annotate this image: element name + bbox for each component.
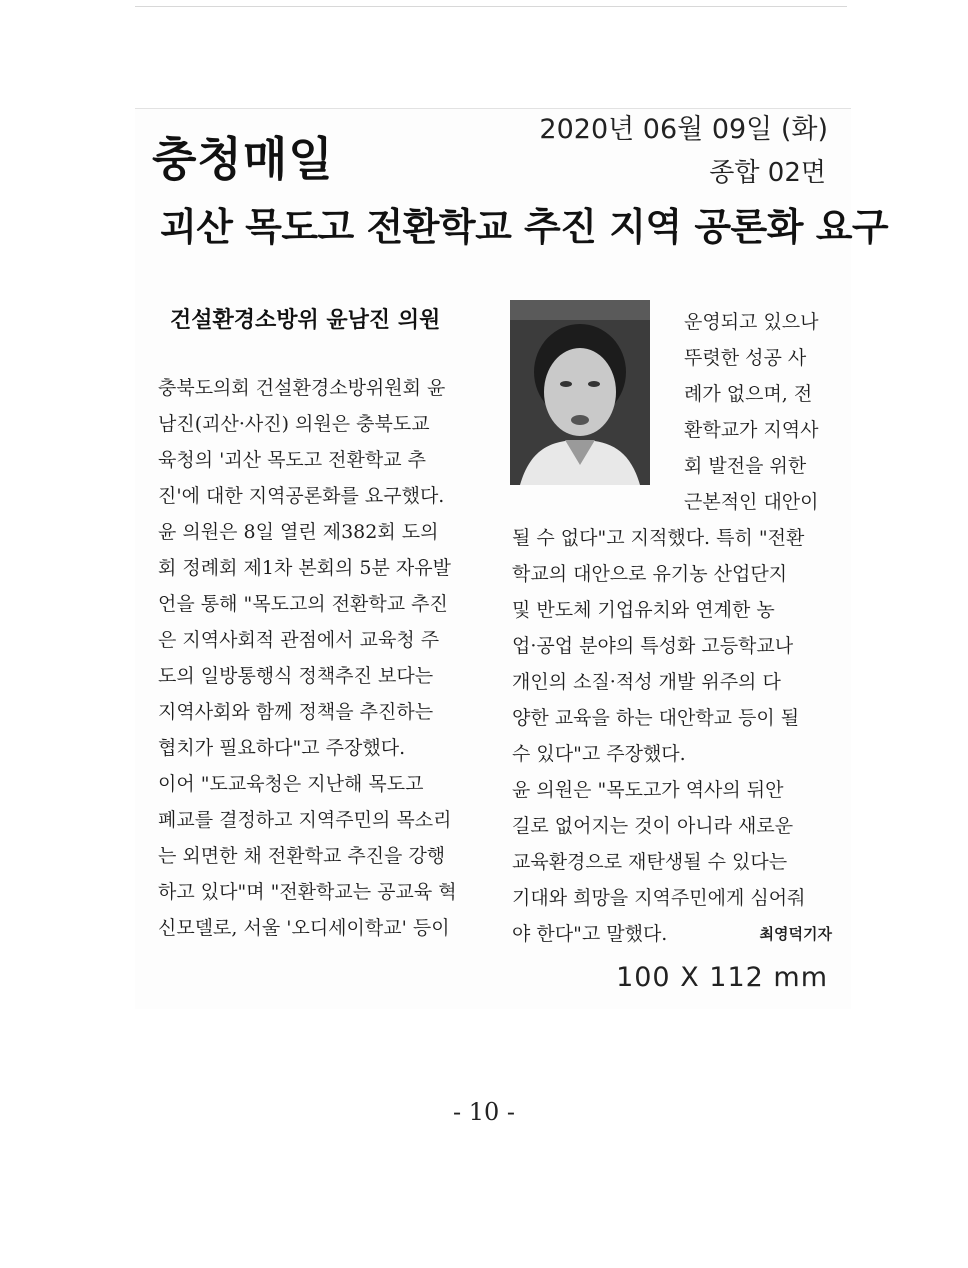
article-column-right <box>512 520 834 952</box>
text-line: 운영되고 있으나 <box>684 311 819 333</box>
text-line: 회 정례회 제1차 본회의 5분 자유발 <box>158 557 451 579</box>
text-line: 신모델로, 서울 '오디세이학교' 등이 <box>158 917 450 939</box>
text-line: 이어 "도교육청은 지난해 목도고 <box>158 773 424 795</box>
text-line: 기대와 희망을 지역주민에게 심어줘 <box>512 887 806 909</box>
text-line-with-byline <box>512 916 834 952</box>
reporter-byline: 최영덕기자 <box>759 925 832 943</box>
text-line: 야 한다"고 말했다. <box>512 923 668 945</box>
text-line: 례가 없으며, 전 <box>684 383 813 405</box>
text-line: 폐교를 결정하고 지역주민의 목소리 <box>158 809 452 831</box>
text-line: 학교의 대안으로 유기농 산업단지 <box>512 563 788 585</box>
clipping-size-note: 100 X 112 mm <box>616 962 828 993</box>
text-line: 진'에 대한 지역공론화를 요구했다. <box>158 485 445 507</box>
text-line: 도의 일방통행식 정책추진 보다는 <box>158 665 434 687</box>
publication-date: 2020년 06월 09일 (화) <box>539 114 828 145</box>
text-line: 업·공업 분야의 특성화 고등학교나 <box>512 635 794 657</box>
text-line: 언을 통해 "목도고의 전환학교 추진 <box>158 593 448 615</box>
article-column-right-top <box>684 304 834 520</box>
text-line: 은 지역사회적 관점에서 교육청 주 <box>158 629 440 651</box>
text-line: 뚜렷한 성공 사 <box>684 347 807 369</box>
text-line: 지역사회와 함께 정책을 추진하는 <box>158 701 434 723</box>
text-line: 윤 의원은 "목도고가 역사의 뒤안 <box>512 779 784 801</box>
portrait-image <box>510 300 650 485</box>
top-rule <box>135 6 847 7</box>
council-member-photo <box>510 300 650 485</box>
article-headline: 괴산 목도고 전환학교 추진 지역 공론화 요구 <box>160 204 889 249</box>
text-line: 하고 있다"며 "전환학교는 공교육 혁 <box>158 881 457 903</box>
text-line: 양한 교육을 하는 대안학교 등이 될 <box>512 707 800 729</box>
page-number: - 10 - <box>452 1098 515 1126</box>
text-line: 육청의 '괴산 목도고 전환학교 추 <box>158 449 426 471</box>
text-line: 근본적인 대안이 <box>684 491 819 513</box>
text-line: 환학교가 지역사 <box>684 419 819 441</box>
text-line: 회 발전을 위한 <box>684 455 807 477</box>
text-line: 및 반도체 기업유치와 연계한 농 <box>512 599 775 621</box>
article-subhead: 건설환경소방위 윤남진 의원 <box>170 308 441 333</box>
text-line: 협치가 필요하다"고 주장했다. <box>158 737 406 759</box>
text-line: 윤 의원은 8일 열린 제382회 도의 <box>158 521 439 543</box>
text-line: 교육환경으로 재탄생될 수 있다는 <box>512 851 788 873</box>
section-label: 종합 02면 <box>709 158 826 188</box>
newspaper-masthead: 충청매일 <box>152 132 334 186</box>
text-line: 는 외면한 채 전환학교 추진을 강행 <box>158 845 446 867</box>
text-line: 개인의 소질·적성 개발 위주의 다 <box>512 671 781 693</box>
article-column-left <box>158 370 480 946</box>
text-line: 길로 없어지는 것이 아니라 새로운 <box>512 815 794 837</box>
text-line: 충북도의회 건설환경소방위원회 윤 <box>158 377 446 399</box>
text-line: 남진(괴산·사진) 의원은 충북도교 <box>158 413 430 435</box>
text-line: 될 수 없다"고 지적했다. 특히 "전환 <box>512 527 805 549</box>
text-line: 수 있다"고 주장했다. <box>512 743 686 765</box>
